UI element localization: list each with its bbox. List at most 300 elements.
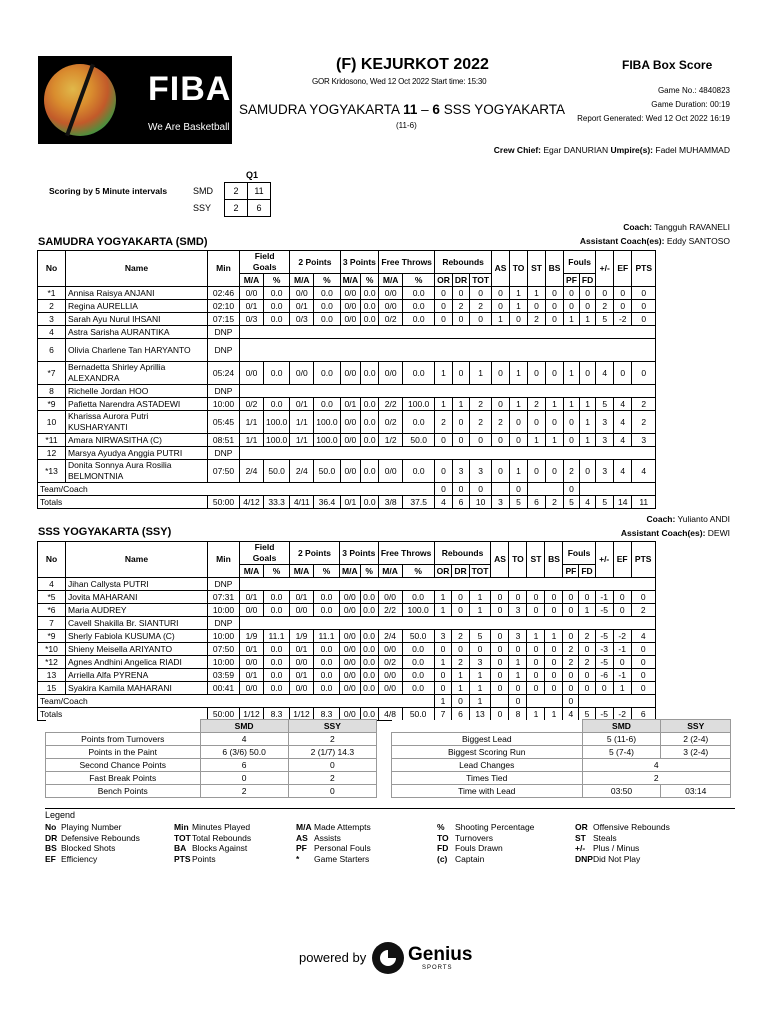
stat-pm: 0 xyxy=(595,682,613,695)
stat-tot: 5 xyxy=(469,630,491,643)
basketball-icon xyxy=(44,64,116,136)
summary-away-value: 2 xyxy=(288,733,376,746)
stat-pts: 2 xyxy=(631,604,655,617)
stat-ftp: 0.0 xyxy=(403,313,435,326)
player-row xyxy=(38,398,656,411)
stat-st: 1 xyxy=(528,287,546,300)
stat-p3p: 0.0 xyxy=(360,656,378,669)
stat-fgp: 8.3 xyxy=(264,708,290,721)
stat-as: 0 xyxy=(491,630,509,643)
blank-cell xyxy=(208,695,435,708)
stat-dr: 1 xyxy=(452,682,469,695)
summary-row xyxy=(46,785,377,798)
stat-p3: 0/0 xyxy=(340,656,361,669)
col-ft-header: Free Throws xyxy=(378,542,434,565)
summary-row xyxy=(392,785,731,798)
scoring-period: Q1 xyxy=(246,170,259,180)
stat-pf: 1 xyxy=(564,398,580,411)
stat-p2p: 0.0 xyxy=(314,362,340,385)
col-ma-header: M/A xyxy=(378,565,402,578)
home-asst-coach xyxy=(580,236,730,246)
stat-p3p: 0.0 xyxy=(360,669,378,682)
legend-description: Plus / Minus xyxy=(593,843,640,853)
away-asst-coach xyxy=(621,528,730,538)
stat-pf: 0 xyxy=(563,695,579,708)
stat-ftp: 0.0 xyxy=(402,591,434,604)
legend-key: TO xyxy=(437,832,449,843)
col-reb-header: Rebounds xyxy=(435,251,492,274)
stat-p2p: 0.0 xyxy=(314,591,340,604)
stat-as: 0 xyxy=(491,669,509,682)
stat-pts: 0 xyxy=(631,682,655,695)
stat-dr: 0 xyxy=(452,695,469,708)
summary-row xyxy=(46,733,377,746)
stat-pm: 5 xyxy=(596,398,614,411)
col-reb-header: Rebounds xyxy=(434,542,491,565)
col-fouls-header: Fouls xyxy=(563,542,595,565)
home-score: 11 xyxy=(403,102,418,117)
stat-ft: 2/2 xyxy=(378,604,402,617)
stat-pf: 0 xyxy=(563,682,579,695)
stat-fd: 2 xyxy=(579,656,595,669)
player-number: *10 xyxy=(38,643,66,656)
stat-ft: 0/2 xyxy=(378,656,402,669)
stat-fg: 0/0 xyxy=(240,287,264,300)
col-no-header: No xyxy=(38,251,66,287)
player-number: *12 xyxy=(38,656,66,669)
stat-tot: 0 xyxy=(470,287,492,300)
player-name: Kharissa Aurora Putri KUSHARYANTI xyxy=(66,411,208,434)
stat-fg: 0/1 xyxy=(240,591,264,604)
stat-ef: -2 xyxy=(613,708,631,721)
stat-p3p: 0.0 xyxy=(361,300,379,313)
stat-ft: 1/2 xyxy=(379,434,403,447)
stat-p3p: 0.0 xyxy=(361,496,379,509)
venue-line: GOR Kridosono, Wed 12 Oct 2022 Start time: 15:30 xyxy=(312,77,487,86)
col-fd-header: FD xyxy=(579,565,595,578)
stat-fgp: 11.1 xyxy=(264,630,290,643)
stat-to: 0 xyxy=(510,411,528,434)
stat-to: 5 xyxy=(510,496,528,509)
stat-p2: 0/0 xyxy=(290,604,314,617)
col-dr-header: DR xyxy=(452,274,469,287)
legend-description: Efficiency xyxy=(61,853,98,864)
summary-row xyxy=(46,746,377,759)
stat-p2p: 0.0 xyxy=(314,287,340,300)
stat-tot: 2 xyxy=(470,398,492,411)
stat-ef: -2 xyxy=(613,630,631,643)
summary-row xyxy=(46,759,377,772)
col-pf-header: PF xyxy=(563,565,579,578)
stat-bs: 0 xyxy=(545,591,563,604)
stat-p2: 1/9 xyxy=(290,630,314,643)
stat-fg: 0/0 xyxy=(240,682,264,695)
legend-description: Blocked Shots xyxy=(61,843,116,853)
stat-or: 0 xyxy=(435,483,453,496)
summary-value: 4 xyxy=(582,759,731,772)
stat-ftp: 0.0 xyxy=(403,460,435,483)
stat-pm: 3 xyxy=(596,460,614,483)
player-name: Sarah Ayu Nurul IHSANI xyxy=(66,313,208,326)
stat-fd: 0 xyxy=(579,287,595,300)
stat-pm: 3 xyxy=(596,434,614,447)
stat-bs: 0 xyxy=(546,362,564,385)
umpires-label: Umpire(s): xyxy=(610,145,653,155)
scoring-q1: 2 xyxy=(225,183,248,200)
blank-header xyxy=(46,720,201,733)
col-st-header: ST xyxy=(528,251,546,287)
stat-p3p: 0.0 xyxy=(361,362,379,385)
col-ft-header: Free Throws xyxy=(379,251,435,274)
stat-to: 0 xyxy=(510,434,528,447)
stat-ftp: 100.0 xyxy=(403,398,435,411)
stat-fd: 1 xyxy=(579,411,595,434)
stat-pts: 0 xyxy=(631,669,655,682)
stat-p3: 0/1 xyxy=(340,496,361,509)
stat-as: 0 xyxy=(492,287,510,300)
col-pts-header: PTS xyxy=(631,542,655,578)
col-pts-header: PTS xyxy=(632,251,656,287)
player-row xyxy=(38,447,656,460)
totals-label: Totals xyxy=(38,496,208,509)
stat-p3p: 0.0 xyxy=(361,460,379,483)
stat-st: 0 xyxy=(527,643,545,656)
stat-bs: 2 xyxy=(546,496,564,509)
powered-by-label: powered by xyxy=(299,950,367,965)
stat-fg: 1/1 xyxy=(240,434,264,447)
player-number: *6 xyxy=(38,604,66,617)
stat-ft: 0/2 xyxy=(379,313,403,326)
stat-pf: 2 xyxy=(563,643,579,656)
player-number: *9 xyxy=(38,398,66,411)
stat-p3p: 0.0 xyxy=(360,604,378,617)
summary-label: Time with Lead xyxy=(392,785,583,798)
col-ef-header: EF xyxy=(614,251,632,287)
scoring-cum: 6 xyxy=(248,200,271,217)
stat-dr: 2 xyxy=(452,630,469,643)
legend-key: AS xyxy=(296,832,308,843)
stat-min: 50:00 xyxy=(208,496,240,509)
player-name: Donita Sonnya Aura Rosilia BELMONTNIA xyxy=(66,460,208,483)
legend-key: +/- xyxy=(575,843,586,853)
box-score-table xyxy=(37,541,656,721)
legend-key: No xyxy=(45,822,57,832)
col-ma-header: M/A xyxy=(290,274,314,287)
stat-ft: 0/0 xyxy=(378,682,402,695)
player-name: Syakira Kamila MAHARANI xyxy=(66,682,208,695)
stat-or: 0 xyxy=(435,313,453,326)
col-min-header: Min xyxy=(208,542,240,578)
totals-label: Totals xyxy=(38,708,208,721)
stat-pts: 6 xyxy=(631,708,655,721)
stat-p2p: 100.0 xyxy=(314,411,340,434)
stat-ftp: 100.0 xyxy=(402,604,434,617)
stat-st: 0 xyxy=(527,669,545,682)
stat-ft: 2/4 xyxy=(378,630,402,643)
player-name: Astra Sarisha AURANTIKA xyxy=(66,326,208,339)
stat-p3: 0/0 xyxy=(340,708,361,721)
stat-ef: 1 xyxy=(613,682,631,695)
stat-pts: 3 xyxy=(632,434,656,447)
totals-row xyxy=(38,496,656,509)
stat-ft: 0/0 xyxy=(379,362,403,385)
stat-p3: 0/0 xyxy=(340,643,361,656)
stat-p2: 1/1 xyxy=(290,434,314,447)
player-row xyxy=(38,630,656,643)
coach-label: Coach: xyxy=(623,222,653,232)
stat-tot: 2 xyxy=(470,300,492,313)
stat-st: 0 xyxy=(528,362,546,385)
summary-home-value: 6 xyxy=(200,759,288,772)
stat-or: 0 xyxy=(435,300,453,313)
col-name-header: Name xyxy=(66,251,208,287)
player-row xyxy=(38,591,656,604)
genius-brand: Genius xyxy=(408,944,473,965)
stat-bs: 1 xyxy=(545,708,563,721)
stat-dr: 0 xyxy=(452,483,469,496)
col-header: SMD xyxy=(200,720,288,733)
legend-description: Turnovers xyxy=(455,832,493,843)
stat-ftp: 0.0 xyxy=(402,656,434,669)
stat-pm: 0 xyxy=(596,287,614,300)
stat-p2p: 0.0 xyxy=(314,604,340,617)
stat-pm: -1 xyxy=(595,591,613,604)
stat-p2: 0/3 xyxy=(290,313,314,326)
stat-p2: 0/1 xyxy=(290,300,314,313)
stat-or: 1 xyxy=(434,656,452,669)
stat-pts: 11 xyxy=(632,496,656,509)
stat-pm: -5 xyxy=(595,630,613,643)
stat-st: 1 xyxy=(527,630,545,643)
stat-tot: 0 xyxy=(470,313,492,326)
stat-p2p: 36.4 xyxy=(314,496,340,509)
player-name: Shieny Meisella ARIYANTO xyxy=(66,643,208,656)
halftime-score: (11-6) xyxy=(396,121,417,130)
player-row xyxy=(38,434,656,447)
scoring-row-home xyxy=(192,183,271,200)
stat-ftp: 50.0 xyxy=(403,434,435,447)
asst-coach-label: Assistant Coach(es): xyxy=(579,236,665,246)
stat-ef: 0 xyxy=(613,591,631,604)
summary-home-value: 03:50 xyxy=(582,785,661,798)
stat-dr: 0 xyxy=(452,362,469,385)
summary-home-value: 6 (3/6) 50.0 xyxy=(200,746,288,759)
stat-fgp: 0.0 xyxy=(264,682,290,695)
scoring-q1: 2 xyxy=(225,200,248,217)
stat-pf: 0 xyxy=(564,287,580,300)
legend-key: BA xyxy=(174,843,187,853)
stat-ef: 0 xyxy=(613,656,631,669)
legend-key: M/A xyxy=(296,822,312,832)
stat-pf: 1 xyxy=(564,313,580,326)
stat-st: 0 xyxy=(527,682,545,695)
stat-st: 1 xyxy=(528,434,546,447)
stat-or: 0 xyxy=(434,643,452,656)
stat-p2: 4/11 xyxy=(290,496,314,509)
stat-fd: 0 xyxy=(579,682,595,695)
asst-coach-label: Assistant Coach(es): xyxy=(620,528,706,538)
legend-description: Playing Number xyxy=(61,822,122,832)
stat-p3p: 0.0 xyxy=(360,591,378,604)
stat-as: 3 xyxy=(492,496,510,509)
player-name: Amara NIRWASITHA (C) xyxy=(66,434,208,447)
blank-cell xyxy=(527,695,563,708)
stat-fgp: 0.0 xyxy=(264,604,290,617)
stat-pts: 2 xyxy=(632,398,656,411)
player-minutes: 02:46 xyxy=(208,287,240,300)
stat-pts: 0 xyxy=(631,656,655,669)
col-ma-header: M/A xyxy=(240,274,264,287)
col-tot-header: TOT xyxy=(469,565,491,578)
stat-tot: 0 xyxy=(470,434,492,447)
player-number: 8 xyxy=(38,385,66,398)
stat-pf: 2 xyxy=(563,656,579,669)
col-st-header: ST xyxy=(527,542,545,578)
stat-or: 0 xyxy=(434,682,452,695)
col-fg-header: Field Goals xyxy=(240,251,290,274)
stat-p2: 0/0 xyxy=(290,656,314,669)
stat-fd: 1 xyxy=(579,434,595,447)
crew-chief: Egar DANURIAN xyxy=(543,145,609,155)
stat-bs: 0 xyxy=(545,656,563,669)
stat-dr: 0 xyxy=(452,313,469,326)
col-or-header: OR xyxy=(435,274,453,287)
legend-description: Steals xyxy=(593,832,617,843)
stat-p2p: 11.1 xyxy=(314,630,340,643)
summary-label: Points from Turnovers xyxy=(46,733,201,746)
stat-st: 0 xyxy=(528,411,546,434)
stat-st: 0 xyxy=(528,300,546,313)
team-coach-row xyxy=(38,483,656,496)
stat-st: 1 xyxy=(527,708,545,721)
stat-p3: 0/0 xyxy=(340,411,361,434)
stat-pf: 0 xyxy=(564,483,580,496)
col-header: SSY xyxy=(288,720,376,733)
player-minutes: 10:00 xyxy=(208,656,240,669)
stat-or: 0 xyxy=(435,434,453,447)
stat-fgp: 0.0 xyxy=(264,656,290,669)
player-number: *9 xyxy=(38,630,66,643)
stat-bs: 1 xyxy=(545,630,563,643)
game-no: Game No.: 4840823 xyxy=(657,86,730,95)
stat-ef: 4 xyxy=(614,434,632,447)
stat-p2: 0/0 xyxy=(290,682,314,695)
home-box-score xyxy=(37,250,656,509)
stat-p3p: 0.0 xyxy=(360,682,378,695)
stat-ft: 3/8 xyxy=(379,496,403,509)
stat-as: 0 xyxy=(491,708,509,721)
stat-pts: 0 xyxy=(632,300,656,313)
summary-right-table xyxy=(391,719,731,798)
col-header: SMD xyxy=(582,720,661,733)
player-row xyxy=(38,313,656,326)
stat-tot: 3 xyxy=(469,656,491,669)
stat-ef: 0 xyxy=(614,362,632,385)
stat-as: 2 xyxy=(492,411,510,434)
col-ma-header: M/A xyxy=(340,565,361,578)
col-fg-header: Field Goals xyxy=(240,542,290,565)
stat-p3: 0/0 xyxy=(340,460,361,483)
scoring-row-away xyxy=(192,200,271,217)
stat-dr: 0 xyxy=(452,643,469,656)
stat-fgp: 0.0 xyxy=(264,313,290,326)
box-score-table xyxy=(37,250,656,509)
stat-fd: 1 xyxy=(579,313,595,326)
player-name: Sherly Fabiola KUSUMA (C) xyxy=(66,630,208,643)
legend-key: % xyxy=(437,822,445,832)
stat-fd: 1 xyxy=(579,398,595,411)
col-pf-header: PF xyxy=(564,274,580,287)
scoring-label: Scoring by 5 Minute intervals xyxy=(49,186,168,196)
player-number: 12 xyxy=(38,447,66,460)
col-ef-header: EF xyxy=(613,542,631,578)
stat-p3: 0/0 xyxy=(340,287,361,300)
game-duration: Game Duration: 00:19 xyxy=(651,100,730,109)
genius-sports-icon xyxy=(372,942,404,974)
player-number: 7 xyxy=(38,617,66,630)
stat-as: 0 xyxy=(491,656,509,669)
player-name: Jihan Callysta PUTRI xyxy=(66,578,208,591)
player-row xyxy=(38,669,656,682)
stat-dr: 1 xyxy=(452,398,469,411)
stat-ftp: 0.0 xyxy=(403,300,435,313)
legend-description: Fouls Drawn xyxy=(455,843,503,853)
stat-p2: 0/1 xyxy=(290,643,314,656)
stat-or: 4 xyxy=(435,496,453,509)
stat-pm: 5 xyxy=(596,496,614,509)
legend-key: DNP xyxy=(575,853,593,864)
stat-to: 0 xyxy=(510,313,528,326)
logo-tagline: We Are Basketball xyxy=(148,122,230,133)
col-2p-header: 2 Points xyxy=(290,542,340,565)
stat-or: 1 xyxy=(434,695,452,708)
player-number: 3 xyxy=(38,313,66,326)
legend-divider xyxy=(45,808,735,809)
stat-p2p: 0.0 xyxy=(314,682,340,695)
stat-p3p: 0.0 xyxy=(360,643,378,656)
stat-fd: 1 xyxy=(579,604,595,617)
stat-st: 0 xyxy=(528,460,546,483)
stat-p2p: 0.0 xyxy=(314,398,340,411)
stat-ft: 0/0 xyxy=(379,287,403,300)
legend-grid xyxy=(45,822,698,864)
player-minutes: 07:15 xyxy=(208,313,240,326)
stat-as: 0 xyxy=(492,362,510,385)
stat-pm: 4 xyxy=(596,362,614,385)
stat-dr: 0 xyxy=(452,411,469,434)
stat-to: 1 xyxy=(510,362,528,385)
player-number: 10 xyxy=(38,411,66,434)
stat-fg: 0/1 xyxy=(240,643,264,656)
stat-ftp: 0.0 xyxy=(402,669,434,682)
stat-fd: 0 xyxy=(579,669,595,682)
stat-fg: 0/2 xyxy=(240,398,264,411)
stat-ef: 4 xyxy=(614,460,632,483)
stat-bs: 1 xyxy=(546,434,564,447)
col-bs-header: BS xyxy=(546,251,564,287)
summary-row xyxy=(392,759,731,772)
stat-st: 2 xyxy=(528,398,546,411)
player-minutes: DNP xyxy=(208,617,240,630)
stat-as: 0 xyxy=(492,434,510,447)
summary-label: Second Chance Points xyxy=(46,759,201,772)
stat-ef: -2 xyxy=(614,313,632,326)
stat-as: 0 xyxy=(491,591,509,604)
col-to-header: TO xyxy=(510,251,528,287)
stat-as: 0 xyxy=(492,460,510,483)
stat-tot: 2 xyxy=(470,411,492,434)
stat-pf: 0 xyxy=(563,669,579,682)
